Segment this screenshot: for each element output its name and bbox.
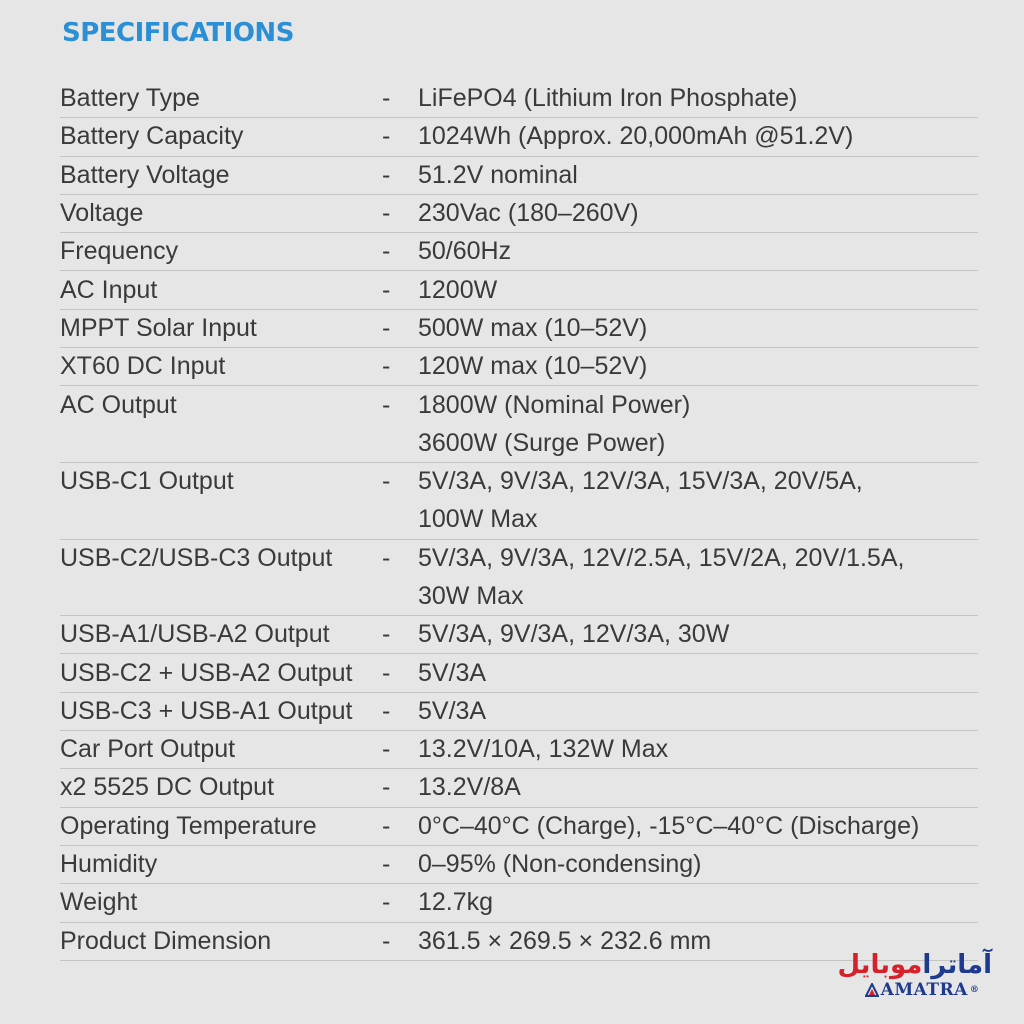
spec-separator: - (382, 773, 391, 802)
spec-label: Operating Temperature (60, 811, 317, 840)
spec-separator: - (382, 160, 391, 189)
logo-english-text: AMATRA ® (852, 980, 992, 1000)
spec-row (60, 731, 978, 769)
spec-label: XT60 DC Input (60, 352, 226, 381)
spec-label: Weight (60, 888, 138, 917)
spec-value: 500W max (10–52V) (418, 313, 648, 342)
spec-separator: - (382, 888, 391, 917)
logo-triangle-icon (865, 983, 879, 997)
spec-value: 51.2V nominal (418, 160, 578, 189)
watermark-logo (837, 950, 992, 1000)
logo-persian-text: آماتراموبایل (837, 950, 992, 980)
spec-value: 1800W (Nominal Power) (418, 390, 691, 419)
spec-value: 3600W (Surge Power) (418, 428, 666, 457)
spec-value: 13.2V/8A (418, 773, 521, 802)
spec-row (60, 386, 978, 424)
spec-table (60, 80, 978, 961)
spec-label: USB-C2/USB-C3 Output (60, 543, 333, 572)
spec-row (60, 80, 978, 118)
spec-separator: - (382, 237, 391, 266)
spec-row (60, 693, 978, 731)
spec-row (60, 233, 978, 271)
spec-row (60, 425, 978, 463)
spec-label: Frequency (60, 237, 179, 266)
spec-separator: - (382, 352, 391, 381)
spec-row (60, 463, 978, 501)
spec-separator: - (382, 658, 391, 687)
spec-separator: - (382, 926, 391, 955)
spec-label: Battery Capacity (60, 122, 244, 151)
spec-value: 1024Wh (Approx. 20,000mAh @51.2V) (418, 122, 854, 151)
spec-separator: - (382, 275, 391, 304)
spec-separator: - (382, 84, 391, 113)
spec-value: 5V/3A (418, 658, 487, 687)
spec-value: 230Vac (180–260V) (418, 199, 639, 228)
spec-value: 120W max (10–52V) (418, 352, 648, 381)
spec-label: Product Dimension (60, 926, 272, 955)
spec-value: LiFePO4 (Lithium Iron Phosphate) (418, 84, 798, 113)
spec-row (60, 195, 978, 233)
spec-separator: - (382, 390, 391, 419)
spec-separator: - (382, 811, 391, 840)
spec-label: USB-C1 Output (60, 467, 234, 496)
spec-label: x2 5525 DC Output (60, 773, 275, 802)
spec-row (60, 654, 978, 692)
spec-separator: - (382, 199, 391, 228)
spec-separator: - (382, 620, 391, 649)
spec-row (60, 808, 978, 846)
spec-value: 13.2V/10A, 132W Max (418, 735, 669, 764)
spec-separator: - (382, 122, 391, 151)
spec-row (60, 118, 978, 156)
spec-label: USB-C3 + USB-A1 Output (60, 696, 353, 725)
spec-row (60, 271, 978, 309)
spec-label: Car Port Output (60, 735, 236, 764)
spec-label: AC Output (60, 390, 177, 419)
spec-value: 5V/3A, 9V/3A, 12V/3A, 30W (418, 620, 730, 649)
spec-row (60, 884, 978, 922)
spec-value: 0–95% (Non-condensing) (418, 850, 702, 879)
spec-value: 361.5 × 269.5 × 232.6 mm (418, 926, 712, 955)
spec-separator: - (382, 850, 391, 879)
spec-row (60, 846, 978, 884)
spec-label: USB-A1/USB-A2 Output (60, 620, 330, 649)
spec-separator: - (382, 467, 391, 496)
spec-row (60, 501, 978, 539)
spec-label: MPPT Solar Input (60, 313, 257, 342)
spec-separator: - (382, 735, 391, 764)
spec-value: 50/60Hz (418, 237, 512, 266)
spec-value: 30W Max (418, 582, 524, 610)
spec-value: 5V/3A, 9V/3A, 12V/3A, 15V/3A, 20V/5A, (418, 467, 863, 496)
spec-row (60, 348, 978, 386)
spec-value: 12.7kg (418, 888, 494, 917)
spec-label: Voltage (60, 199, 144, 228)
spec-label: USB-C2 + USB-A2 Output (60, 658, 353, 687)
spec-value: 1200W (418, 275, 498, 304)
spec-separator: - (382, 543, 391, 572)
spec-separator: - (382, 313, 391, 342)
spec-value: 100W Max (418, 505, 538, 534)
spec-label: Battery Type (60, 84, 200, 113)
spec-row (60, 310, 978, 348)
spec-row (60, 540, 978, 578)
page-title: SPECIFICATIONS (62, 18, 294, 48)
spec-label: Humidity (60, 850, 158, 879)
spec-label: AC Input (60, 275, 158, 304)
spec-row (60, 769, 978, 807)
spec-row (60, 578, 978, 616)
spec-separator: - (382, 696, 391, 725)
spec-value: 0°C–40°C (Charge), -15°C–40°C (Discharge) (418, 811, 920, 840)
spec-value: 5V/3A (418, 696, 487, 725)
spec-label: Battery Voltage (60, 160, 230, 189)
spec-row (60, 616, 978, 654)
spec-value: 5V/3A, 9V/3A, 12V/2.5A, 15V/2A, 20V/1.5A, (418, 543, 905, 572)
spec-row (60, 157, 978, 195)
